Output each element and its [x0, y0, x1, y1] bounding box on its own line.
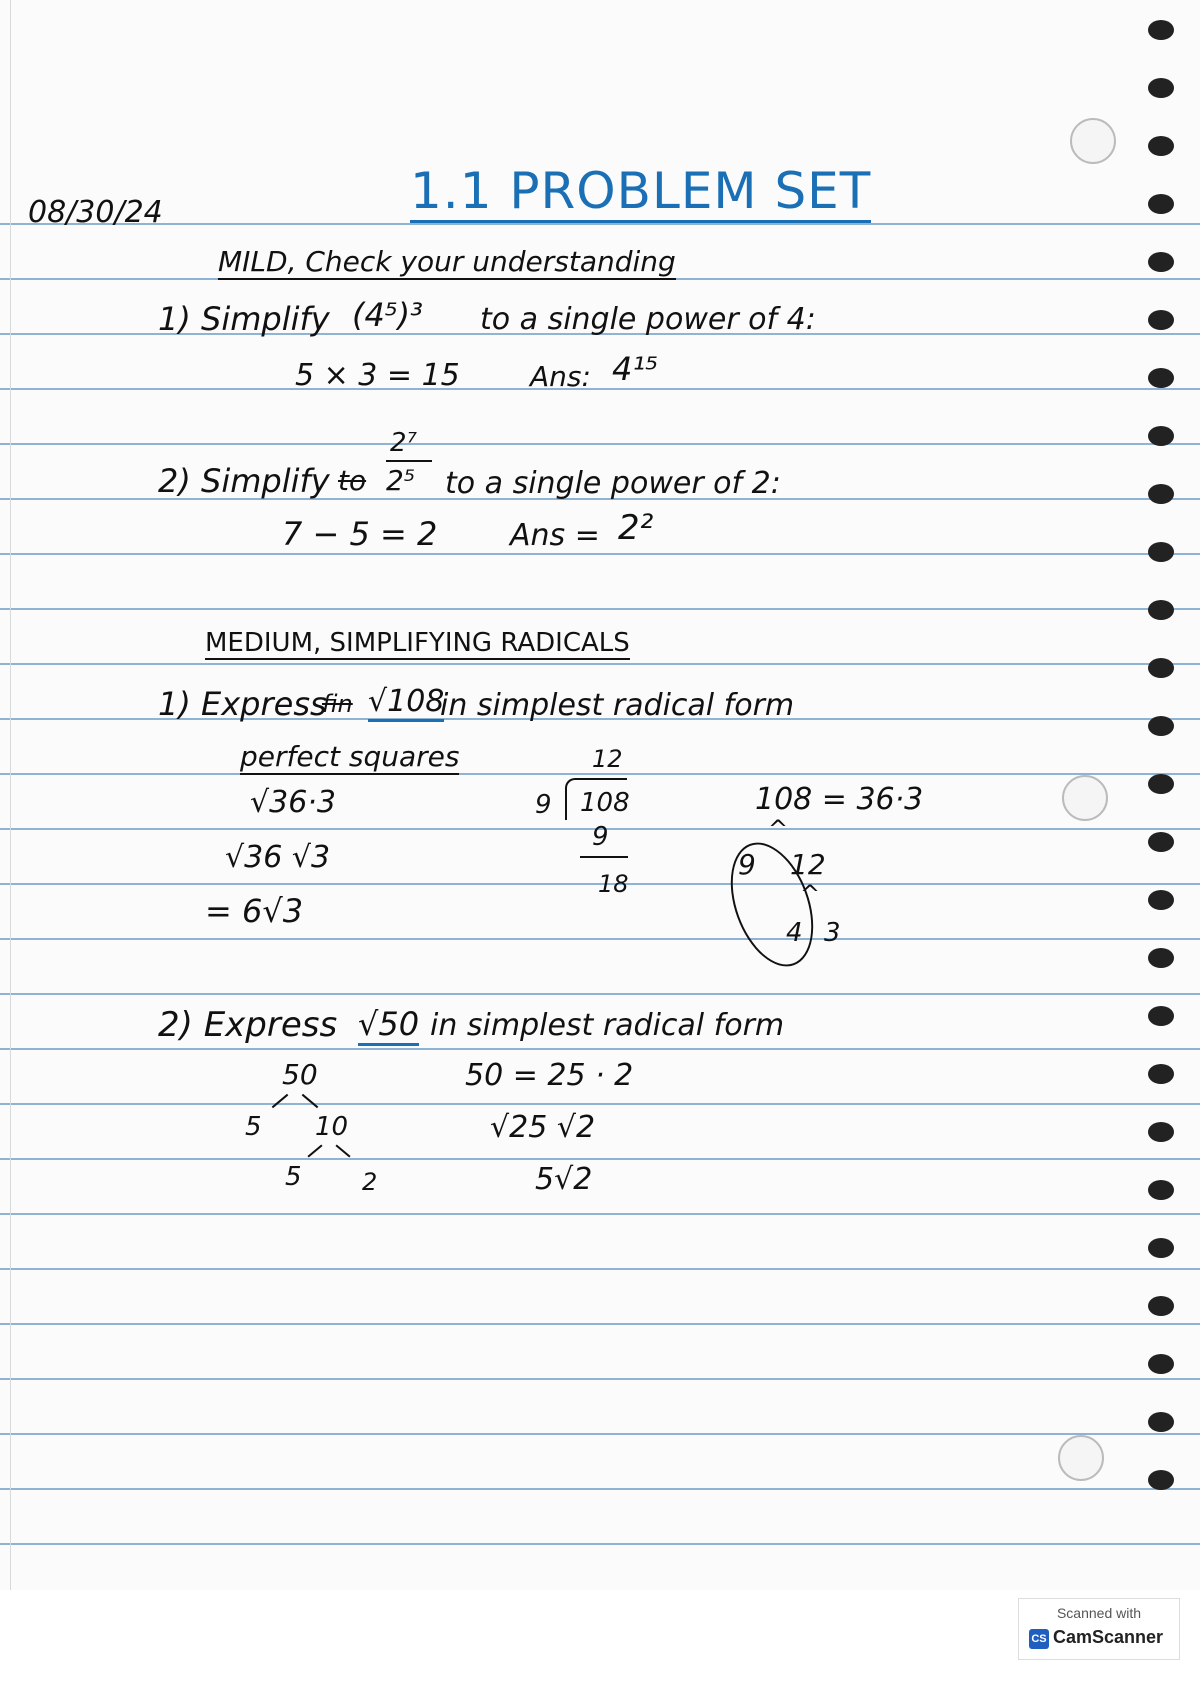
spiral-ring: [1148, 948, 1174, 968]
spiral-ring: [1148, 890, 1174, 910]
punch-hole: [1070, 118, 1116, 164]
spiral-ring: [1148, 600, 1174, 620]
spiral-ring: [1148, 832, 1174, 852]
spiral-ring: [1148, 1296, 1174, 1316]
q2-prompt-pre: 2) Simplify: [158, 462, 330, 500]
m1-radical: √108: [368, 684, 444, 722]
spiral-ring: [1148, 484, 1174, 504]
m1-prompt-post: in simplest radical form: [440, 688, 795, 723]
date: 08/30/24: [28, 195, 163, 230]
factor-caret: ^: [800, 880, 821, 908]
division-line: [580, 856, 628, 858]
spiral-ring: [1148, 1238, 1174, 1258]
m1-subheading: perfect squares: [240, 740, 460, 773]
q2-answer: 2²: [618, 508, 654, 548]
factor-tree-4: 4: [786, 918, 803, 948]
factor-tree-9: 9: [738, 848, 756, 881]
punch-hole: [1062, 775, 1108, 821]
left-margin-line: [10, 0, 11, 1590]
spiral-binding: [1140, 20, 1180, 1520]
m2-line-2: √25 √2: [490, 1110, 596, 1145]
watermark-brand: CamScanner: [1053, 1627, 1164, 1647]
spiral-ring: [1148, 1354, 1174, 1374]
spiral-ring: [1148, 774, 1174, 794]
q2-answer-label: Ans =: [510, 518, 600, 553]
spiral-ring: [1148, 136, 1174, 156]
spiral-ring: [1148, 20, 1174, 40]
m2-line-1: 50 = 25 · 2: [465, 1058, 634, 1093]
m2-prompt-post: in simplest radical form: [430, 1008, 785, 1043]
m1-step-1: √36·3: [250, 785, 336, 820]
division-dividend: 108: [580, 788, 630, 818]
spiral-ring: [1148, 658, 1174, 678]
spiral-ring: [1148, 1180, 1174, 1200]
watermark-caption: Scanned with: [1056, 1605, 1142, 1621]
q1-prompt-post: to a single power of 4:: [480, 302, 816, 337]
spiral-ring: [1148, 252, 1174, 272]
q1-prompt-pre: 1) Simplify: [158, 300, 330, 338]
camscanner-watermark: [1018, 1598, 1180, 1660]
tree-right-left: 5: [285, 1162, 302, 1192]
spiral-ring: [1148, 78, 1174, 98]
tree-root: 50: [282, 1058, 318, 1091]
spiral-ring: [1148, 1122, 1174, 1142]
camscanner-logo-icon: CS: [1029, 1629, 1049, 1649]
spiral-ring: [1148, 542, 1174, 562]
q1-expression: (4⁵)³: [352, 296, 423, 334]
m1-step-3: = 6√3: [205, 892, 304, 930]
page-top-margin: [0, 0, 1200, 170]
tree-right: 10: [315, 1112, 349, 1142]
spiral-ring: [1148, 1064, 1174, 1084]
q1-work: 5 × 3 = 15: [295, 358, 460, 393]
q1-answer-label: Ans:: [530, 360, 591, 393]
spiral-ring: [1148, 1412, 1174, 1432]
factor-tree-12: 12: [790, 848, 826, 881]
q2-work: 7 − 5 = 2: [282, 515, 438, 553]
factor-equation: 108 = 36·3: [755, 782, 924, 817]
q1-answer: 4¹⁵: [612, 350, 659, 388]
spiral-ring: [1148, 194, 1174, 214]
tree-right-right: 2: [362, 1168, 378, 1196]
spiral-ring: [1148, 368, 1174, 388]
division-subtract: 9: [592, 822, 609, 852]
m2-radical: √50: [358, 1005, 419, 1046]
q2-numerator: 2⁷: [390, 428, 417, 458]
q2-denominator: 2⁵: [386, 464, 416, 497]
m1-prompt-pre: 1) Express: [158, 685, 327, 723]
spiral-ring: [1148, 1006, 1174, 1026]
factor-tree-3: 3: [824, 918, 841, 948]
spiral-ring: [1148, 1470, 1174, 1490]
section-heading-mild: MILD, Check your understanding: [218, 245, 676, 278]
division-remainder: 18: [598, 870, 629, 898]
spiral-ring: [1148, 716, 1174, 736]
m1-step-2: √36 √3: [225, 840, 331, 875]
page-title: 1.1 PROBLEM SET: [410, 162, 871, 223]
q2-prompt-post: to a single power of 2:: [445, 466, 781, 501]
m2-line-3: 5√2: [535, 1162, 593, 1197]
m1-struck-word: fin: [322, 690, 353, 718]
punch-hole: [1058, 1435, 1104, 1481]
m2-prompt-pre: 2) Express: [158, 1005, 338, 1045]
spiral-ring: [1148, 426, 1174, 446]
division-quotient: 12: [592, 745, 623, 773]
spiral-ring: [1148, 310, 1174, 330]
tree-left: 5: [245, 1112, 262, 1142]
fraction-bar: [386, 460, 432, 462]
division-divisor: 9: [535, 790, 552, 820]
section-heading-medium: MEDIUM, SIMPLIFYING RADICALS: [205, 628, 630, 658]
factor-caret: ^: [768, 815, 789, 843]
q2-struck-word: to: [338, 464, 367, 497]
